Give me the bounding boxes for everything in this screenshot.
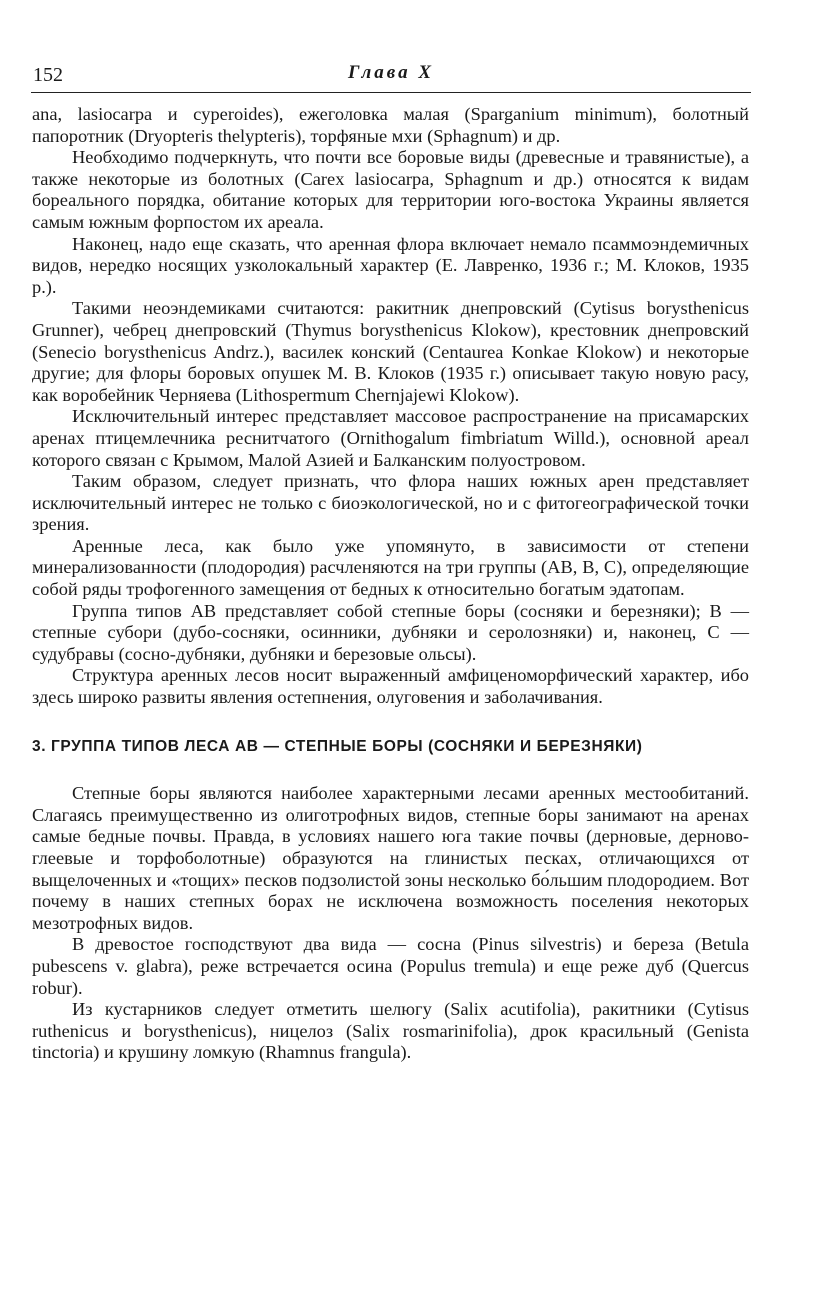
page-number: 152 [33,64,63,86]
page-body [32,104,749,1064]
paragraph: Группа типов АВ представляет собой степные боры (сосняки и березняки); В — степные субори (дубо-сосняки, осинники, дубняки и серолозняки) и, наконец, С — судубравы (сосно-дубняки, дубняки и березовые ольсы). [32,600,749,664]
paragraph: Аренные леса, как было уже упомянуто, в зависимости от степени минерализованности (плодородия) расчленяются на три группы (АВ, В, С), определяющие собой ряды трофогенного замещения от бедных к относительно богатым эдатопам. [32,535,749,600]
section-paragraph: В древостое господствуют два вида — сосна (Pinus silvestris) и береза (Betula pubescens v. glabra), реже встречается осина (Populus tremula) и еще реже дуб (Quercus robur). [32,934,749,998]
paragraph: Такими неоэндемиками считаются: ракитник днепровский (Cytisus borysthenicus Grunner), чебрец днепровский (Thymus borysthenicus Klokow), крестовник днепровский (Senecio borysthenicus Andrz.), василек конский (Centaurea Konkae Klokow) и некоторые другие; для флоры боровых опушек М. В. Клоков (1935 г.) описывает такую новую расу, как воробейник Черняева (Lithospermum Chernjajewi Klokow). [32,298,749,405]
paragraph: Необходимо подчеркнуть, что почти все боровые виды (древесные и травянистые), а также некоторые из болотных (Carex lasiocarpa, Sphagnum и др.) относятся к видам бореального порядка, обитание которых для территории юго-востока Украины является самым южным форпостом их ареала. [32,147,749,232]
paragraph-continued: ana, lasiocarpa и cyperoides), ежеголовка малая (Sparganium minimum), болотный папоротник (Dryopteris thelypteris), торфяные мхи (Sphagnum) и др. [32,104,749,146]
page-header [31,62,751,93]
paragraph: Структура аренных лесов носит выраженный амфиценоморфический характер, ибо здесь широко развиты явления остепнения, олуговения и заболачивания. [32,665,749,708]
section-heading: 3. ГРУППА ТИПОВ ЛЕСА АВ — СТЕПНЫЕ БОРЫ (СОСНЯКИ И БЕРЕЗНЯКИ) [32,737,643,755]
chapter-title: Глава X [348,62,434,83]
paragraph: Наконец, надо еще сказать, что аренная флора включает немало псаммоэндемичных видов, нередко носящих узколокальный характер (Е. Лавренко, 1936 г.; М. Клоков, 1935 р.). [32,233,749,297]
paragraph: Таким образом, следует признать, что флора наших южных арен представляет исключительный интерес не только с биоэкологической, но и с фитогеографической точки зрения. [32,471,749,535]
section-paragraph: Степные боры являются наиболее характерными лесами аренных местообитаний. Слагаясь преимущественно из олиготрофных видов, степные боры занимают на аренах самые бедные почвы. Правда, в условиях нашего юга такие почвы (дерновые, дерново-глеевые и торфоболотные) образуются на глинистых песках, отличающихся от выщелоченных и «тощих» песков подзолистой зоны несколько бо́льшим плодородием. Вот почему в наших степных борах не исключена возможность поселения некоторых мезотрофных видов. [32,783,749,933]
section-paragraph: Из кустарников следует отметить шелюгу (Salix acutifolia), ракитники (Cytisus ruthenicus и borysthenicus), ницелоз (Salix rosmarinifolia), дрок красильный (Genista tinctoria) и крушину ломкую (Rhamnus frangula). [32,999,749,1063]
paragraph: Исключительный интерес представляет массовое распространение на присамарских аренах птицемлечника реснитчатого (Ornithogalum fimbriatum Willd.), основной ареал которого связан с Крымом, Малой Азией и Балканским полуостровом. [32,406,749,470]
